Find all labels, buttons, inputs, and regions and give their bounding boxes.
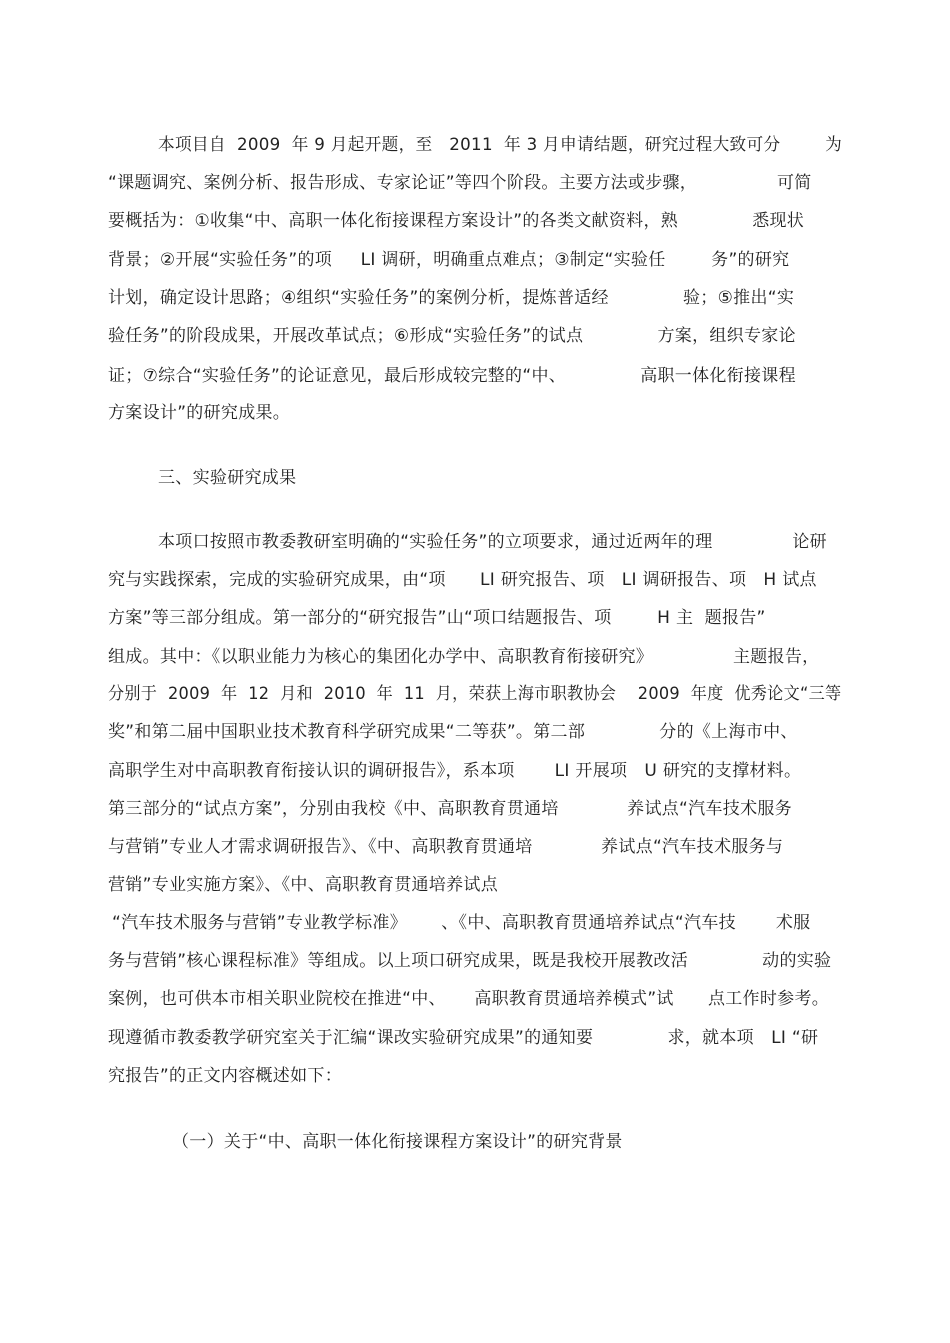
text-line: 分别于 2009 年 12 月和 2010 年 11 月，荣获上海市职教协会 2009 年度 优秀论文“三等 (108, 684, 842, 704)
text-line: 与营销”专业人才需求调研报告》、《中、高职教育贯通培 养试点“汽车技术服务与 (108, 837, 784, 857)
text-line: 要概括为：①收集“中、高职一体化衔接课程方案设计”的各类文献资料，熟 悉现状 (108, 211, 805, 231)
text-line: 方案设计”的研究成果。 (108, 403, 291, 423)
text-line: 高职学生对中高职教育衔接认识的调研报告》，系本项 LI 开展项 U 研究的支撑材料。 (108, 761, 802, 781)
text-line: 计划，确定设计思路；④组织“实验任务”的案例分析，提炼普适经 验；⑤推出“实 (108, 288, 795, 308)
subsection-heading: （一）关于“中、高职一体化衔接课程方案设计”的研究背景 (172, 1132, 623, 1152)
text-line: 营销”专业实施方案》、《中、高职教育贯通培养试点 (108, 875, 499, 895)
text-line: 方案”等三部分组成。第一部分的“研究报告”山“项口结题报告、项 H 主 题报告” (108, 608, 766, 628)
text-line: 本项口按照市教委教研室明确的“实验任务”的立项要求，通过近两年的理 论研 (158, 532, 827, 552)
text-line: “课题调究、案例分析、报告形成、专家论证”等四个阶段。主要方法或步骤， 可简 (108, 173, 812, 193)
text-line: 证；⑦综合“实验任务”的论证意见，最后形成较完整的“中、 高职一体化衔接课程 (108, 366, 796, 386)
text-line: 奖”和第二届中国职业技术教育科学研究成果“二等获”。第二部 分的《上海市中、 (108, 722, 798, 742)
text-line: “汽车技术服务与营销”专业教学标准》 、《中、高职教育贯通培养试点“汽车技 术服 (112, 913, 811, 933)
section-heading: 三、实验研究成果 (158, 468, 297, 488)
text-line: 案例，也可供本市相关职业院校在推进“中、 高职教育贯通培养模式”试 点工作时参考。 (108, 989, 830, 1009)
text-line: 第三部分的“试点方案”，分别由我校《中、高职教育贯通培 养试点“汽车技术服务 (108, 799, 792, 819)
text-line: 本项目自 2009 年 9 月起开题，至 2011 年 3 月申请结题，研究过程大致可分 为 (158, 135, 843, 155)
text-line: 务与营销”核心课程标准》等组成。以上项口研究成果，既是我校开展教改活 动的实验 (108, 951, 832, 971)
text-line: 现遵循市教委教学研究室关于汇编“课改实验研究成果”的通知要 求，就本项 LI “研 (108, 1028, 819, 1048)
text-line: 验任务”的阶段成果，开展改革试点；⑥形成“实验任务”的试点 方案，组织专家论 (108, 326, 796, 346)
text-line: 组成。其中：《以职业能力为核心的集团化办学中、高职教育衔接研究》 主题报告， (108, 647, 820, 667)
text-line: 究报告”的正文内容概述如下： (108, 1066, 343, 1086)
text-line: 究与实践探索，完成的实验研究成果，由“项 LI 研究报告、项 LI 调研报告、项 H 试点 (108, 570, 817, 590)
text-line: 背景；②开展“实验任务”的项 LI 调研，明确重点难点；③制定“实验任 务”的研究 (108, 250, 790, 270)
